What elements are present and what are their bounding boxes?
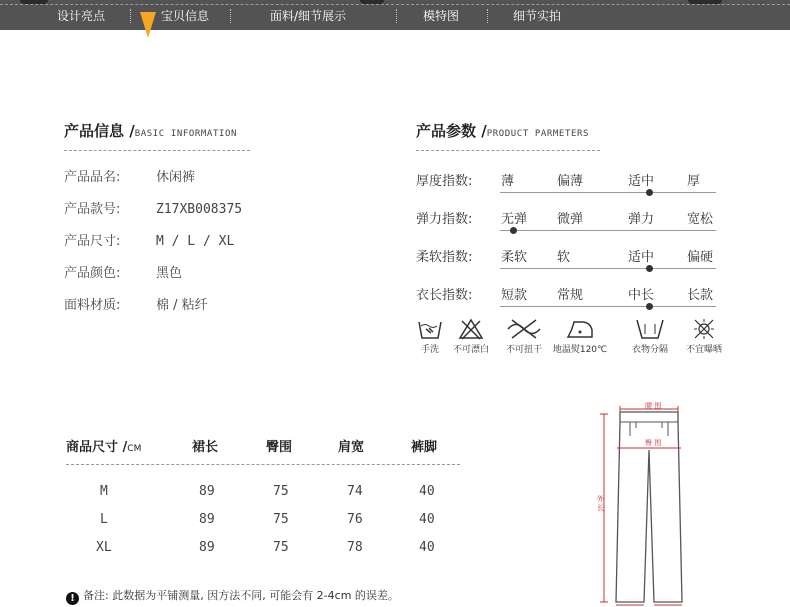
- info-label: 面料材质:: [64, 298, 121, 313]
- nav-item-detail-shots[interactable]: 细节实拍: [513, 9, 562, 23]
- care-item: [552, 318, 608, 355]
- no-sun-icon: [691, 318, 717, 340]
- param-option: 无弹: [501, 212, 528, 227]
- product-info-title: [64, 120, 237, 141]
- no-wring-icon: [504, 318, 544, 340]
- info-row-name: [64, 166, 195, 185]
- nav-separator: [130, 9, 131, 23]
- measurement-cell: 75: [273, 540, 289, 555]
- measurement-cell: 89: [199, 512, 215, 527]
- measurement-cell: 89: [199, 484, 215, 499]
- size-col-header: 裙长: [192, 440, 219, 455]
- measurement-cell: 74: [347, 484, 363, 499]
- info-label: 产品尺寸:: [64, 234, 121, 249]
- param-option: 长款: [687, 288, 714, 303]
- param-option: 薄: [501, 174, 515, 189]
- info-value: Z17XB008375: [156, 202, 243, 217]
- param-option: 常规: [557, 288, 584, 303]
- size-cell: L: [100, 512, 108, 527]
- care-item: [496, 318, 552, 355]
- care-label: 衣物分隔: [631, 345, 668, 355]
- info-label: 产品颜色:: [64, 266, 121, 281]
- shoe-image-fragment: [688, 0, 722, 4]
- measurement-cell: 40: [419, 512, 435, 527]
- param-option: 弹力: [628, 212, 655, 227]
- param-label: 衣长指数:: [416, 288, 473, 303]
- info-value: 黑色: [156, 266, 183, 281]
- size-table-unit: CM: [127, 444, 142, 454]
- measurement-cell: 89: [199, 540, 215, 555]
- param-selected-marker: [510, 227, 517, 234]
- product-params-divider: [416, 150, 600, 151]
- care-item: [676, 318, 732, 355]
- size-col-header: 肩宽: [338, 440, 365, 455]
- info-value: 棉 / 粘纤: [156, 298, 208, 313]
- info-row-material: [64, 294, 208, 313]
- param-option: 偏薄: [557, 174, 584, 189]
- care-label: 地温熨120℃: [552, 345, 608, 355]
- param-selected-marker: [646, 265, 653, 272]
- param-label: 弹力指数:: [416, 212, 473, 227]
- param-option: 宽松: [687, 212, 714, 227]
- param-option: 适中: [628, 250, 655, 265]
- param-option: 柔软: [501, 250, 528, 265]
- size-cell: XL: [96, 540, 112, 555]
- param-row: [416, 170, 716, 194]
- waist-label: 腰 围: [645, 402, 662, 410]
- size-table-header-text: 商品尺寸 /: [66, 440, 128, 455]
- param-selected-marker: [646, 303, 653, 310]
- info-label: 产品款号:: [64, 202, 121, 217]
- note-text: 备注: 此数据为平铺测量, 因方法不同, 可能会有 2-4cm 的误差。: [83, 589, 399, 602]
- param-option: 中长: [628, 288, 655, 303]
- size-cell: M: [100, 484, 108, 499]
- param-option: 偏硬: [687, 250, 714, 265]
- param-row: [416, 208, 716, 232]
- info-row-size: [64, 230, 234, 249]
- product-params-title: [416, 120, 589, 141]
- product-params-title-en: PRODUCT PARMETERS: [486, 129, 590, 139]
- param-option: 适中: [628, 174, 655, 189]
- product-info-divider: [64, 150, 250, 151]
- hand-wash-icon: [417, 318, 443, 340]
- measurement-cell: 75: [273, 512, 289, 527]
- product-info-title-en: BASIC INFORMATION: [134, 129, 238, 139]
- outer-length-label: 外 长: [597, 495, 604, 512]
- info-row-style-number: [64, 198, 242, 217]
- nav-separator: [396, 9, 397, 23]
- shoe-image-fragment: [360, 0, 384, 4]
- param-option: 厚: [687, 174, 701, 189]
- param-scale-line: [500, 192, 716, 193]
- care-item: [622, 318, 678, 355]
- size-col-header: 臀围: [266, 440, 293, 455]
- info-label: 产品品名:: [64, 170, 121, 185]
- product-params-title-cn: 产品参数 /: [416, 122, 487, 140]
- info-row-color: [64, 262, 182, 281]
- nav-separator: [487, 9, 488, 23]
- pants-measurement-diagram: [590, 402, 710, 607]
- top-nav-bar: [0, 0, 790, 30]
- param-option: 软: [557, 250, 571, 265]
- low-iron-icon: [564, 318, 596, 340]
- measurement-cell: 78: [347, 540, 363, 555]
- nav-item-product-info[interactable]: 宝贝信息: [161, 9, 210, 23]
- no-bleach-icon: [458, 318, 484, 340]
- product-info-title-cn: 产品信息 /: [64, 122, 135, 140]
- param-row: [416, 284, 716, 308]
- hip-label: 臀 围: [645, 439, 662, 447]
- info-value: 休闲裤: [156, 170, 196, 185]
- size-col-header: 裤脚: [411, 440, 438, 455]
- shoe-image-fragment: [20, 0, 48, 4]
- measurement-cell: 75: [273, 484, 289, 499]
- nav-item-model-photos[interactable]: 模特图: [423, 9, 460, 23]
- param-option: 微弹: [557, 212, 584, 227]
- param-selected-marker: [646, 189, 653, 196]
- param-scale-line: [500, 306, 716, 307]
- param-scale-line: [500, 268, 716, 269]
- nav-dashed-divider: [0, 4, 790, 5]
- param-row: [416, 246, 716, 270]
- param-option: 短款: [501, 288, 528, 303]
- nav-separator: [230, 9, 231, 23]
- param-scale-line: [500, 230, 716, 231]
- nav-item-design-highlights[interactable]: 设计亮点: [57, 9, 106, 23]
- size-table-divider: [66, 464, 460, 465]
- size-table-header-label: [66, 436, 141, 455]
- separate-wash-icon: [635, 318, 665, 340]
- measurement-cell: 76: [347, 512, 363, 527]
- care-label: 不宜曝晒: [685, 345, 722, 355]
- param-label: 厚度指数:: [416, 174, 473, 189]
- nav-item-fabric-details[interactable]: 面料/细节展示: [270, 9, 347, 23]
- care-label: 不可扭干: [505, 345, 542, 355]
- care-item: [443, 318, 499, 355]
- care-label: 手洗: [420, 345, 439, 355]
- measurement-note: [66, 587, 399, 605]
- active-tab-indicator: [140, 12, 156, 38]
- care-label: 不可漂白: [452, 345, 489, 355]
- measurement-cell: 40: [419, 540, 435, 555]
- info-icon: !: [66, 592, 79, 605]
- measurement-cell: 40: [419, 484, 435, 499]
- param-label: 柔软指数:: [416, 250, 473, 265]
- info-value: M / L / XL: [156, 234, 235, 249]
